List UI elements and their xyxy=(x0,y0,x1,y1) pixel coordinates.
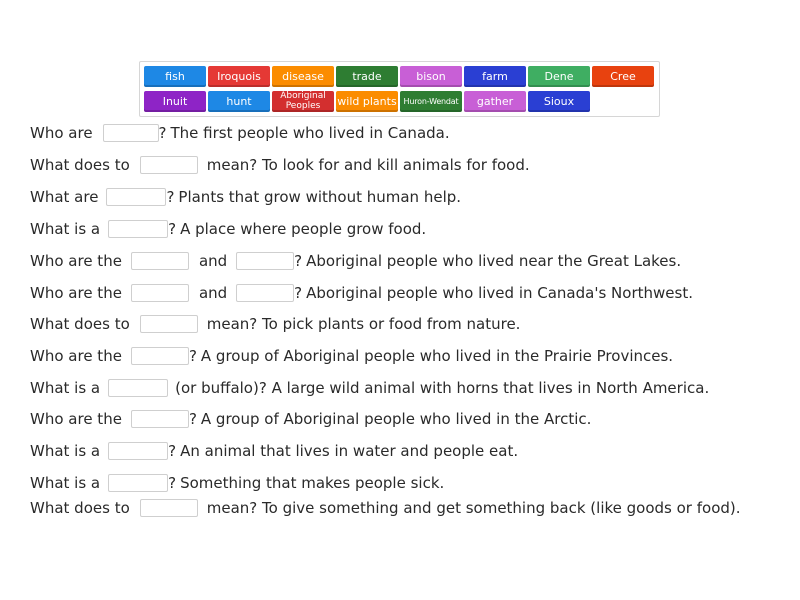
sentence-text: ? xyxy=(188,410,197,428)
sentence-text: mean? To give something and get something back (like goods or food). xyxy=(206,499,741,517)
sentence-text: ? xyxy=(158,124,167,142)
word-tile-inuit[interactable]: Inuit xyxy=(144,91,206,112)
sentence-text: What is a xyxy=(30,442,101,460)
sentence-text: A group of Aboriginal people who lived in the Arctic. xyxy=(200,410,592,428)
word-tile-bison[interactable]: bison xyxy=(400,66,462,87)
sentence-text: What does to xyxy=(30,499,130,517)
sentence-text: Who are the xyxy=(30,410,122,428)
sentence-text: An animal that lives in water and people eat. xyxy=(180,442,519,460)
word-tile-huron-wendat[interactable]: Huron-Wendat xyxy=(400,91,462,112)
sentence-text: Something that makes people sick. xyxy=(180,474,445,492)
sentence-text: ? xyxy=(168,442,177,460)
sentence-9 xyxy=(30,377,709,399)
answer-blank[interactable] xyxy=(236,252,294,270)
word-tile-cree[interactable]: Cree xyxy=(592,66,654,87)
answer-blank[interactable] xyxy=(103,124,159,142)
sentence-text: What is a xyxy=(30,474,101,492)
sentence-text: Who are the xyxy=(30,347,122,365)
sentence-text: A place where people grow food. xyxy=(180,220,427,238)
sentence-13 xyxy=(30,497,741,519)
sentence-text: ? xyxy=(188,347,197,365)
sentence-text: ? xyxy=(166,188,175,206)
word-tile-trade[interactable]: trade xyxy=(336,66,398,87)
answer-blank[interactable] xyxy=(106,188,166,206)
word-tile-gather[interactable]: gather xyxy=(464,91,526,112)
sentence-5 xyxy=(30,250,681,272)
sentence-text: Who are xyxy=(30,124,93,142)
answer-blank[interactable] xyxy=(131,410,189,428)
answer-blank[interactable] xyxy=(140,499,198,517)
word-bank xyxy=(139,61,660,117)
sentence-text: What is a xyxy=(30,220,101,238)
sentence-text: Who are the xyxy=(30,252,122,270)
sentence-text: Aboriginal people who lived in Canada's Northwest. xyxy=(306,284,693,302)
answer-blank[interactable] xyxy=(108,442,168,460)
word-tile-farm[interactable]: farm xyxy=(464,66,526,87)
sentence-text: What does to xyxy=(30,315,130,333)
word-tile-aboriginal-peoples[interactable]: Aboriginal Peoples xyxy=(272,91,334,112)
word-tile-fish[interactable]: fish xyxy=(144,66,206,87)
answer-blank[interactable] xyxy=(236,284,294,302)
sentence-3 xyxy=(30,186,461,208)
answer-blank[interactable] xyxy=(108,474,168,492)
sentence-text: ? xyxy=(168,220,177,238)
sentence-text: ? xyxy=(294,252,303,270)
answer-blank[interactable] xyxy=(131,284,189,302)
word-tile-dene[interactable]: Dene xyxy=(528,66,590,87)
sentence-6 xyxy=(30,282,693,304)
sentence-text: ? xyxy=(294,284,303,302)
sentence-text: Who are the xyxy=(30,284,122,302)
sentence-text: and xyxy=(198,252,228,270)
answer-blank[interactable] xyxy=(108,220,168,238)
answer-blank[interactable] xyxy=(140,315,198,333)
word-tile-iroquois[interactable]: Iroquois xyxy=(208,66,270,87)
sentence-10 xyxy=(30,408,591,430)
sentence-text: Aboriginal people who lived near the Great Lakes. xyxy=(306,252,682,270)
sentence-12 xyxy=(30,472,444,494)
sentence-text: mean? To look for and kill animals for food. xyxy=(206,156,530,174)
word-tile-disease[interactable]: disease xyxy=(272,66,334,87)
sentence-1 xyxy=(30,122,450,144)
sentence-text: Plants that grow without human help. xyxy=(178,188,462,206)
sentence-text: What does to xyxy=(30,156,130,174)
answer-blank[interactable] xyxy=(131,252,189,270)
sentence-8 xyxy=(30,345,673,367)
sentence-4 xyxy=(30,218,426,240)
sentence-text: A group of Aboriginal people who lived in the Prairie Provinces. xyxy=(200,347,674,365)
sentence-text: and xyxy=(198,284,228,302)
sentence-text: What is a xyxy=(30,379,101,397)
answer-blank[interactable] xyxy=(131,347,189,365)
answer-blank[interactable] xyxy=(140,156,198,174)
sentence-text: What are xyxy=(30,188,99,206)
sentence-2 xyxy=(30,154,530,176)
sentence-7 xyxy=(30,313,520,335)
sentence-text: mean? To pick plants or food from nature. xyxy=(206,315,521,333)
word-tile-wild-plants[interactable]: wild plants xyxy=(336,91,398,112)
sentence-text: (or buffalo)? A large wild animal with horns that lives in North America. xyxy=(175,379,710,397)
word-tile-hunt[interactable]: hunt xyxy=(208,91,270,112)
sentence-text: ? xyxy=(168,474,177,492)
answer-blank[interactable] xyxy=(108,379,168,397)
word-tile-sioux[interactable]: Sioux xyxy=(528,91,590,112)
sentence-11 xyxy=(30,440,518,462)
sentence-text: The first people who lived in Canada. xyxy=(170,124,450,142)
